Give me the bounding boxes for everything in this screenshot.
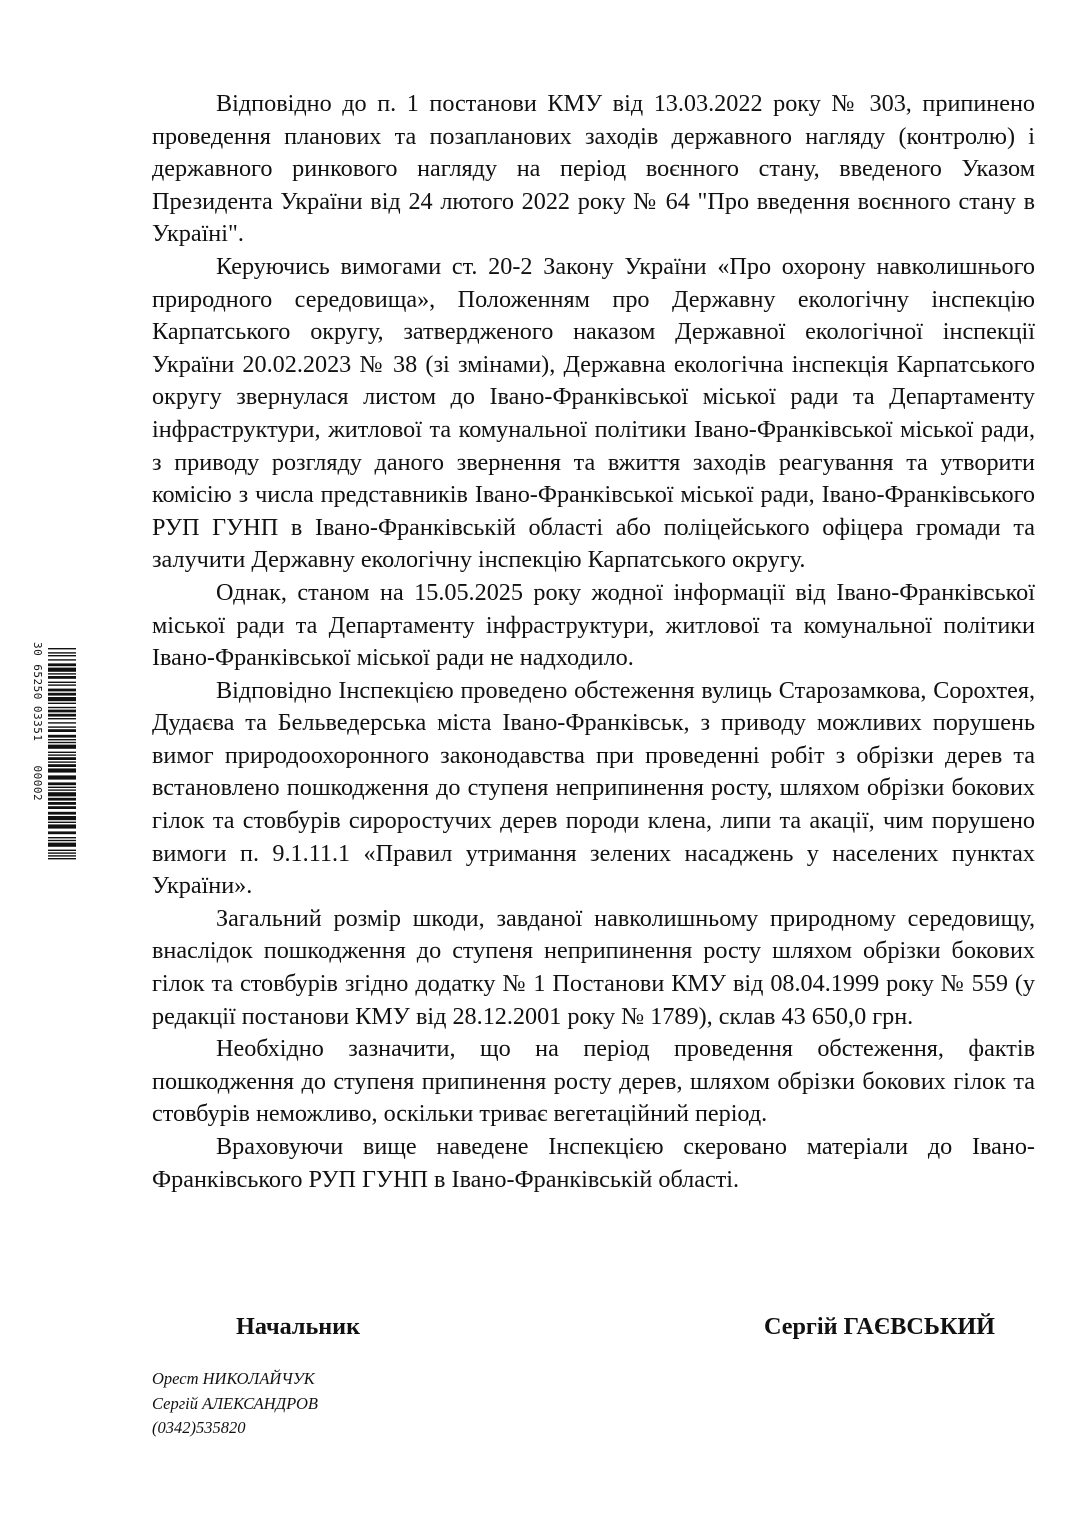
paragraph: Враховуючи вище наведене Інспекцією скеровано матеріали до Івано-Франківського РУП ГУНП в Івано-Франківській області. xyxy=(152,1133,1035,1193)
barcode-bar xyxy=(48,684,76,685)
executors-block xyxy=(152,1367,318,1441)
paragraph: Відповідно Інспекцією проведено обстеження вулиць Старозамкова, Сорохтея, Дудаєва та Бельведерська міста Івано-Франківськ, з приводу можливих порушень вимог природоохоронного законодавства при проведенні робіт з обрізки дерев та встановлено пошкодження до ступеня неприпинення росту, шляхом обрізки бокових гілок та стовбурів сироростучих дерев породи клена, липи та акації, чим порушено вимоги п. 9.1.11.1 «Правил утримання зелених насаджень у населених пунктах України». xyxy=(152,676,1035,900)
barcode-number-part: 03351 xyxy=(31,705,44,742)
barcode-bar xyxy=(48,714,76,717)
barcode-bar xyxy=(48,798,76,801)
paragraph: Відповідно до п. 1 постанови КМУ від 13.03.2022 року № 303, припинено проведення планових та позапланових заходів державного нагляду (контролю) і державного ринкового нагляду на період воєнного стану, введеного Указом Президента України від 24 лютого 2022 року № 64 "Про введення воєнного стану в Україні". xyxy=(152,90,1035,248)
barcode-bar xyxy=(48,775,76,779)
barcode-bar xyxy=(48,739,76,740)
signatory-title: Начальник xyxy=(236,1313,361,1340)
barcode-bar xyxy=(48,703,76,704)
barcode-number-part: 30 xyxy=(31,642,44,657)
barcode-bar xyxy=(48,764,76,767)
barcode-number-part: 65250 xyxy=(31,664,44,700)
barcode-bar xyxy=(48,689,76,692)
barcode-bar xyxy=(48,742,76,743)
barcode-bar xyxy=(48,663,76,666)
barcode-bar xyxy=(48,843,76,847)
barcode-bar xyxy=(48,837,76,838)
barcode-bar xyxy=(48,816,76,820)
barcode-bar xyxy=(48,754,76,755)
barcode-bar xyxy=(48,729,76,732)
barcode-bar xyxy=(48,745,76,749)
barcode-bar xyxy=(48,789,76,790)
barcode-bar xyxy=(48,735,76,738)
barcode-bar xyxy=(48,792,76,796)
paragraph: Необхідно зазначити, що на період проведення обстеження, фактів пошкодження до ступеня припинення росту дерев, шляхом обрізки бокових гілок та стовбурів неможливо, оскільки триває вегетаційний період. xyxy=(152,1035,1035,1128)
barcode-bar xyxy=(48,673,76,674)
barcode-bar xyxy=(48,752,76,753)
barcode-bar xyxy=(48,812,76,815)
barcode-bar xyxy=(48,655,76,656)
barcode-bar xyxy=(48,682,76,683)
barcode-bar xyxy=(48,710,76,713)
paragraph: Однак, станом на 15.05.2025 року жодної інформації від Івано-Франківської міської ради та Департаменту інфраструктури, житлової та комунальної політики Івано-Франківської міської ради не надходило. xyxy=(152,578,1035,672)
executor-line: Орест НИКОЛАЙЧУК xyxy=(152,1369,315,1388)
barcode-bar xyxy=(48,782,76,785)
letter-body xyxy=(152,88,1035,1196)
barcode-bar xyxy=(48,757,76,760)
barcode-bar xyxy=(48,693,76,696)
barcode-bar xyxy=(48,787,76,788)
barcode-bar xyxy=(48,668,76,672)
barcode-bar xyxy=(48,824,76,828)
barcode-bar xyxy=(48,802,76,805)
barcode-bar xyxy=(48,768,76,772)
barcode-bars xyxy=(48,648,78,863)
barcode-bar xyxy=(48,806,76,809)
barcode-bar xyxy=(48,659,76,660)
signatory-name: Сергій ГАЄВСЬКИЙ xyxy=(763,1313,995,1340)
barcode-bar xyxy=(48,840,76,841)
barcode-bar xyxy=(48,858,76,859)
barcode-bar xyxy=(48,652,76,653)
barcode-bar xyxy=(48,855,76,856)
barcode-bar xyxy=(48,648,76,649)
paragraph: Керуючись вимогами ст. 20-2 Закону України «Про охорону навколишнього природного середовища», Положенням про Державну екологічну інспекцію Карпатського округу, затвердженого наказом Державної екологічної інспекції України 20.02.2023 № 38 (зі змінами), Державна екологічна інспекція Карпатського округу звернулася листом до Івано-Франківської міської ради та Департаменту інфраструктури, житлової та комунальної політики Івано-Франківської міської ради, з приводу розгляду даного звернення та вжиття заходів реагування та утворити комісію з числа представників Івано-Франківської міської ради, Івано-Франківського РУП ГУНП в Івано-Франківській області або поліцейського офіцера громади та залучити Державну екологічну інспекцію Карпатського округу. xyxy=(152,252,1035,574)
barcode-number xyxy=(31,642,44,801)
barcode-bar xyxy=(48,707,76,708)
barcode-bar xyxy=(48,697,76,701)
signature-block xyxy=(0,1313,1085,1347)
barcode-bar xyxy=(48,850,76,851)
barcode-number-part: 00002 xyxy=(31,765,44,802)
barcode-bar xyxy=(48,718,76,719)
barcode-bar xyxy=(48,852,76,853)
barcode xyxy=(28,640,82,870)
barcode-bar xyxy=(48,726,76,727)
executor-phone: (0342)535820 xyxy=(152,1418,246,1437)
barcode-bar xyxy=(48,831,76,834)
barcode-bar xyxy=(48,676,76,679)
barcode-bar xyxy=(48,722,76,723)
paragraph: Загальний розмір шкоди, завданої навколишньому природному середовищу, внаслідок пошкодження до ступеня неприпинення росту шляхом обрізки бокових гілок та стовбурів згідно додатку № 1 Постанови КМУ від 08.04.1999 року № 559 (у редакції постанови КМУ від 28.12.2001 року № 1789), склав 43 650,0 грн. xyxy=(152,904,1035,1030)
executor-line: Сергій АЛЕКСАНДРОВ xyxy=(152,1393,318,1413)
barcode-bar xyxy=(48,761,76,762)
barcode-bar xyxy=(48,822,76,823)
